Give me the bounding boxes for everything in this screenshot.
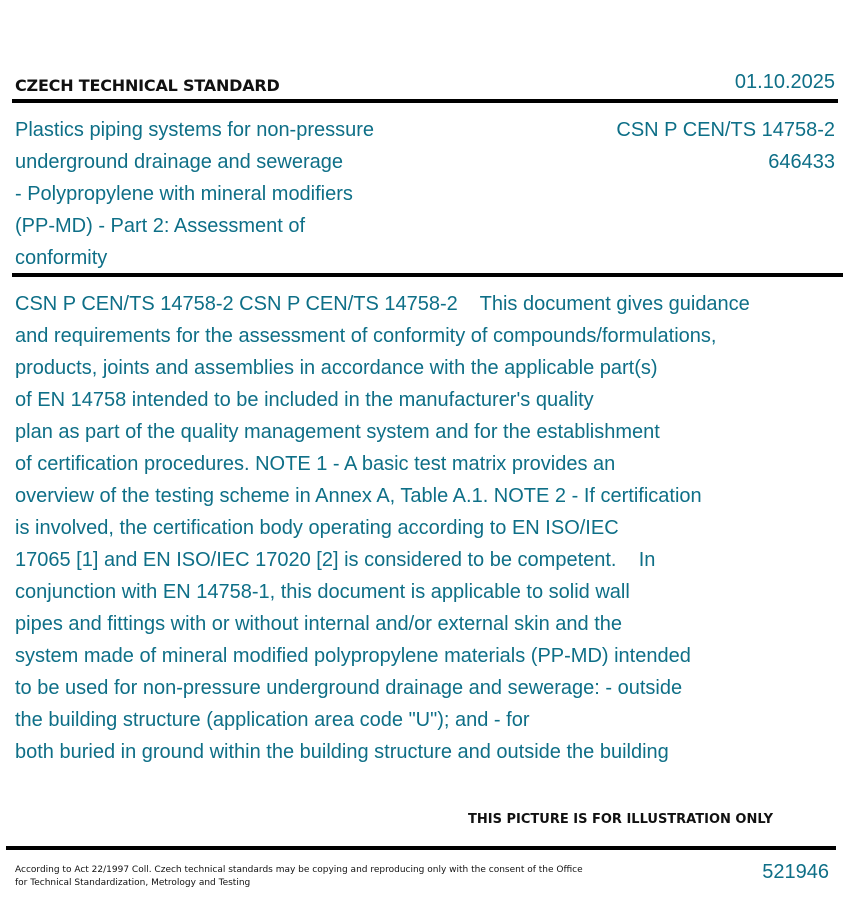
document-title-line: underground drainage and sewerage — [15, 151, 344, 173]
abstract-line: conjunction with EN 14758-1, this document is applicable to solid wall — [15, 581, 630, 603]
abstract-line: system made of mineral modified polypropylene materials (PP-MD) intended — [15, 645, 691, 667]
abstract-line: the building structure (application area code "U"); and - for — [15, 709, 530, 731]
abstract-line: pipes and fittings with or without internal and/or external skin and the — [15, 613, 623, 635]
document-title — [15, 114, 435, 274]
abstract-line: and requirements for the assessment of conformity of compounds/formulations, — [15, 325, 717, 347]
abstract-line: of EN 14758 intended to be included in the manufacturer's quality — [15, 389, 594, 411]
publication-date: 01.10.2025 — [734, 71, 835, 93]
standard-header-title: CZECH TECHNICAL STANDARD — [15, 76, 280, 95]
document-title-line: Plastics piping systems for non-pressure — [15, 119, 375, 141]
abstract-line: CSN P CEN/TS 14758-2 CSN P CEN/TS 14758-2 This document gives guidance — [15, 293, 750, 315]
illustration-notice: THIS PICTURE IS FOR ILLUSTRATION ONLY — [468, 812, 773, 827]
copyright-notice-line: According to Act 22/1997 Coll. Czech technical standards may be copying and reproducing only with the consent of the Office — [15, 865, 583, 875]
footer-divider — [6, 846, 836, 850]
document-title-line: conformity — [15, 247, 108, 269]
header-divider — [12, 99, 838, 103]
copyright-notice — [15, 864, 615, 890]
copyright-notice-line: for Technical Standardization, Metrology and Testing — [15, 878, 251, 888]
abstract-line: plan as part of the quality management system and for the establishment — [15, 421, 660, 443]
document-title-line: (PP-MD) - Part 2: Assessment of — [15, 215, 306, 237]
abstract-line: products, joints and assemblies in accordance with the applicable part(s) — [15, 357, 658, 379]
document-title-line: - Polypropylene with mineral modifiers — [15, 183, 353, 205]
abstract-line: both buried in ground within the building structure and outside the building — [15, 741, 669, 763]
abstract-line: overview of the testing scheme in Annex A, Table A.1. NOTE 2 - If certification — [15, 485, 702, 507]
document-abstract — [15, 288, 815, 768]
abstract-line: of certification procedures. NOTE 1 - A basic test matrix provides an — [15, 453, 616, 475]
document-id-number: 521946 — [762, 861, 829, 883]
title-divider — [12, 273, 843, 277]
standard-code: CSN P CEN/TS 14758-2 — [616, 119, 835, 141]
abstract-line: 17065 [1] and EN ISO/IEC 17020 [2] is considered to be competent. In — [15, 549, 656, 571]
classification-number: 646433 — [768, 151, 835, 173]
abstract-line: is involved, the certification body operating according to EN ISO/IEC — [15, 517, 619, 539]
document-identifiers — [616, 114, 835, 178]
abstract-line: to be used for non-pressure underground drainage and sewerage: - outside — [15, 677, 683, 699]
